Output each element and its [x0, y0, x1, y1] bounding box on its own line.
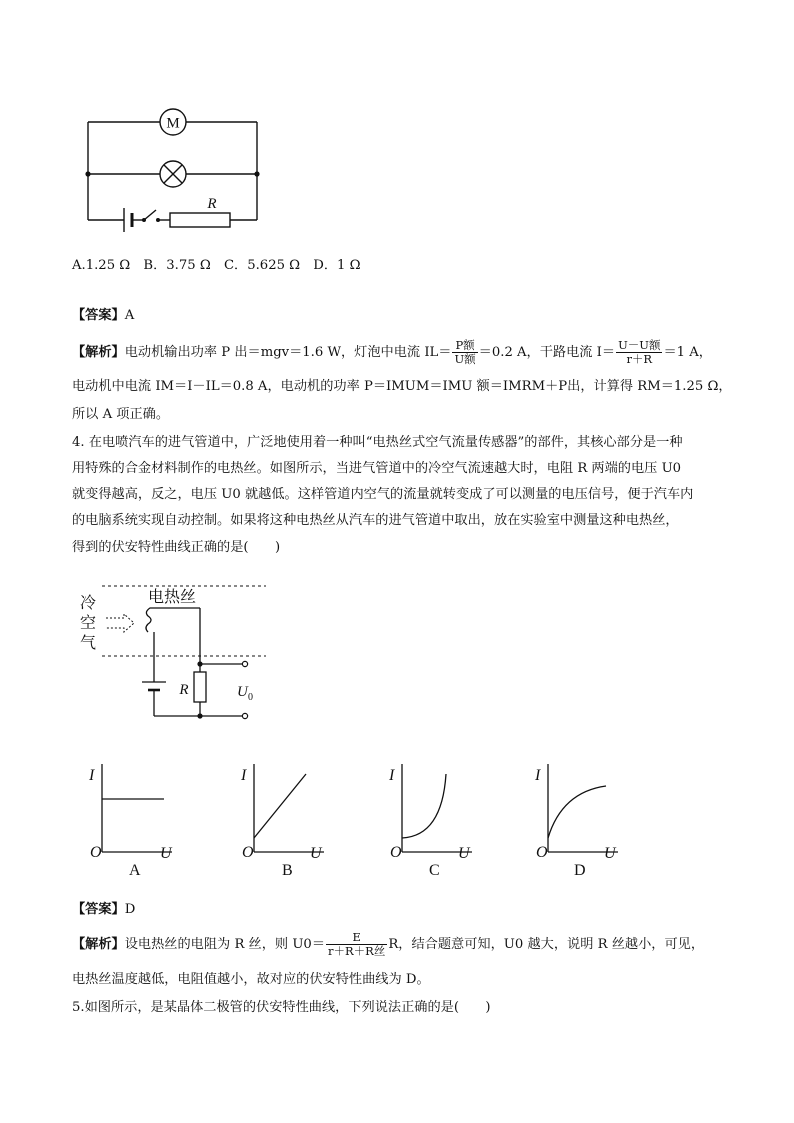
- junction-dot: [197, 661, 202, 666]
- axis-x-label: U: [604, 845, 616, 862]
- voltage-label: U: [237, 684, 248, 700]
- q4-analysis-line2: 电热丝温度越低，电阻值越小，故对应的伏安特性曲线为 D。: [72, 972, 430, 987]
- q5-text: 5.如图所示，是某晶体二极管的伏安特性曲线，下列说法正确的是( ): [72, 1000, 491, 1015]
- q4-text-line: 用特殊的合金材料制作的电热丝。如图所示，当进气管道中的冷空气流速越大时，电阻 R 两端的电压 U0: [72, 461, 682, 476]
- axis-x-label: U: [310, 845, 322, 862]
- resistor-label: R: [207, 196, 217, 212]
- q4-text-line: 就变得越高，反之，电压 U0 就越低。这样管道内空气的流量就转变成了可以测量的电压信号，便于汽车内: [72, 487, 694, 502]
- cold-air-char: 空: [79, 615, 97, 632]
- q3-choices: A.1.25 Ω B．3.75 Ω C．5.625 Ω D．1 Ω: [72, 258, 361, 273]
- q3-answer: [72, 306, 134, 326]
- q4-sensor-diagram: [74, 578, 270, 726]
- q4-analysis-line1: [72, 928, 704, 962]
- axis-x-label: U: [458, 845, 470, 862]
- axis-x-label: U: [160, 845, 172, 862]
- fraction-denominator: r＋R＋R丝: [328, 944, 386, 958]
- fraction-current: [616, 339, 662, 366]
- graph-c: [388, 764, 472, 879]
- graph-label: A: [129, 862, 141, 879]
- fraction-numerator: U－U额: [618, 338, 661, 352]
- q4-iu-graphs: [72, 744, 638, 886]
- voltage-subscript: 0: [248, 692, 253, 703]
- axis-y-label: I: [535, 767, 541, 784]
- resistor-symbol: [170, 196, 230, 227]
- analysis-text: 设电热丝的电阻为 R 丝，则 U0＝: [124, 937, 326, 952]
- battery-symbol: [124, 208, 140, 232]
- resistor-symbol: [194, 672, 206, 702]
- motor-label: M: [166, 115, 180, 132]
- q4-text-line: 的电脑系统实现自动控制。如果将这种电热丝从汽车的进气管道中取出，放在实验室中测量这种电热丝，: [72, 513, 679, 528]
- origin-label: O: [390, 844, 402, 861]
- analysis-text: 电动机输出功率 P 出＝mgv＝1.6 W，灯泡中电流 IL＝: [124, 345, 452, 360]
- axis-y-label: I: [389, 767, 395, 784]
- q4-text-line: 得到的伏安特性曲线正确的是( ): [72, 540, 281, 555]
- graph-label: B: [282, 862, 293, 879]
- analysis-tag: 【解析】: [72, 937, 125, 952]
- q3-analysis-line3: 所以 A 项正确。: [72, 407, 170, 422]
- q3-analysis-line1: [72, 336, 712, 370]
- answer-tag: 【答案】: [72, 902, 125, 917]
- resistor-label: R: [179, 682, 189, 698]
- heater-wire-label: 电热丝: [147, 589, 197, 606]
- junction-dot: [197, 713, 202, 718]
- origin-label: O: [242, 844, 254, 861]
- axis-y-label: I: [89, 767, 95, 784]
- switch-symbol: [142, 210, 160, 222]
- motor-symbol: [160, 109, 186, 135]
- fraction-denominator: U额: [454, 352, 476, 366]
- graph-label: C: [429, 862, 440, 879]
- junction-dot: [254, 171, 259, 176]
- fraction-voltage-divider: [326, 931, 387, 958]
- graph-label: D: [574, 862, 586, 879]
- analysis-tag: 【解析】: [72, 345, 125, 360]
- analysis-text: ＝0.2 A，干路电流 I＝: [478, 345, 616, 360]
- origin-label: O: [536, 844, 548, 861]
- terminal-dot: [242, 661, 247, 666]
- analysis-text: R，结合题意可知，U0 越大，说明 R 丝越小，可见，: [388, 937, 705, 952]
- fraction-numerator: E: [326, 931, 387, 945]
- analysis-text: ＝1 A，: [663, 345, 712, 360]
- cold-air-char: 冷: [79, 595, 97, 612]
- axis-y-label: I: [241, 767, 247, 784]
- q3-circuit-diagram: [82, 102, 272, 232]
- graph-b: [240, 764, 324, 879]
- graph-d: [534, 764, 618, 879]
- terminal-dot: [242, 713, 247, 718]
- answer-value: D: [124, 902, 136, 917]
- graph-a: [88, 764, 173, 879]
- answer-tag: 【答案】: [72, 308, 125, 323]
- lamp-symbol: [160, 161, 186, 187]
- fraction-numerator: P额: [452, 339, 477, 353]
- answer-value: A: [124, 308, 135, 323]
- air-flow-arrow-icon: [106, 614, 134, 632]
- cold-air-char: 气: [79, 635, 97, 652]
- origin-label: O: [90, 844, 102, 861]
- q4-text-line: 4. 在电喷汽车的进气管道中，广泛地使用着一种叫“电热丝式空气流量传感器”的部件，其核心部分是一种: [72, 435, 683, 450]
- q4-answer: [72, 900, 135, 920]
- junction-dot: [85, 171, 90, 176]
- fraction-denominator: r＋R: [626, 352, 653, 366]
- q3-analysis-line2: 电动机中电流 IM＝I－IL＝0.8 A，电动机的功率 P＝IMUM＝IMU 额＝IMRM＋P出，计算得 RM＝1.25 Ω，: [72, 379, 732, 394]
- heater-wire-symbol: [146, 608, 154, 632]
- fraction-power-over-voltage: [452, 339, 477, 366]
